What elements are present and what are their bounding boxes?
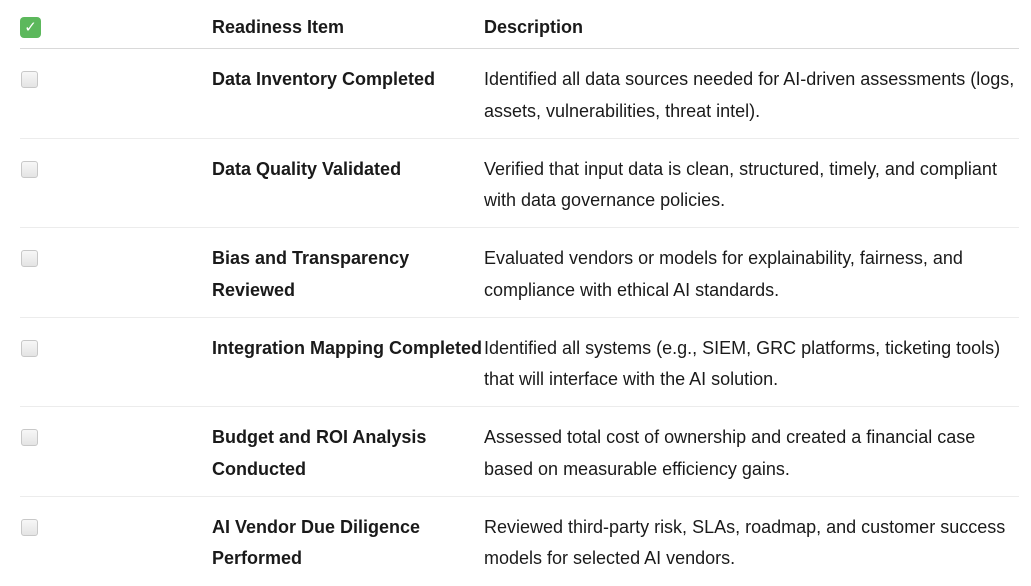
check-mark-icon: ✓ [20,17,41,38]
column-header-readiness-item: Readiness Item [212,0,484,38]
readiness-item-label: Data Quality Validated [212,139,484,228]
table-header-row [20,0,1019,49]
empty-checkbox-icon[interactable] [21,429,38,446]
empty-checkbox-icon[interactable] [21,519,38,536]
empty-checkbox-icon[interactable] [21,250,38,267]
readiness-item-label: Bias and Transparency Reviewed [212,228,484,317]
table-row [20,407,1019,497]
table-row [20,49,1019,139]
readiness-item-description: Reviewed third-party risk, SLAs, roadmap, and customer success models for selected AI vendors. [484,497,1019,586]
column-header-description: Description [484,0,1019,38]
empty-checkbox-icon[interactable] [21,340,38,357]
readiness-item-label: Data Inventory Completed [212,49,484,138]
readiness-item-description: Identified all systems (e.g., SIEM, GRC platforms, ticketing tools) that will interface with the AI solution. [484,318,1019,407]
readiness-item-description: Assessed total cost of ownership and created a financial case based on measurable efficiency gains. [484,407,1019,496]
readiness-item-description: Evaluated vendors or models for explainability, fairness, and compliance with ethical AI standards. [484,228,1019,317]
table-row [20,228,1019,318]
empty-checkbox-icon[interactable] [21,71,38,88]
table-row [20,497,1019,586]
table-row [20,139,1019,229]
header-check-cell [20,0,212,38]
empty-checkbox-icon[interactable] [21,161,38,178]
readiness-item-description: Verified that input data is clean, structured, timely, and compliant with data governance policies. [484,139,1019,228]
readiness-item-label: Budget and ROI Analysis Conducted [212,407,484,496]
readiness-item-label: AI Vendor Due Diligence Performed [212,497,484,586]
readiness-item-description: Identified all data sources needed for AI-driven assessments (logs, assets, vulnerabilities, threat intel). [484,49,1019,138]
table-row [20,318,1019,408]
readiness-item-label: Integration Mapping Completed [212,318,484,407]
readiness-checklist-table [20,0,1019,586]
